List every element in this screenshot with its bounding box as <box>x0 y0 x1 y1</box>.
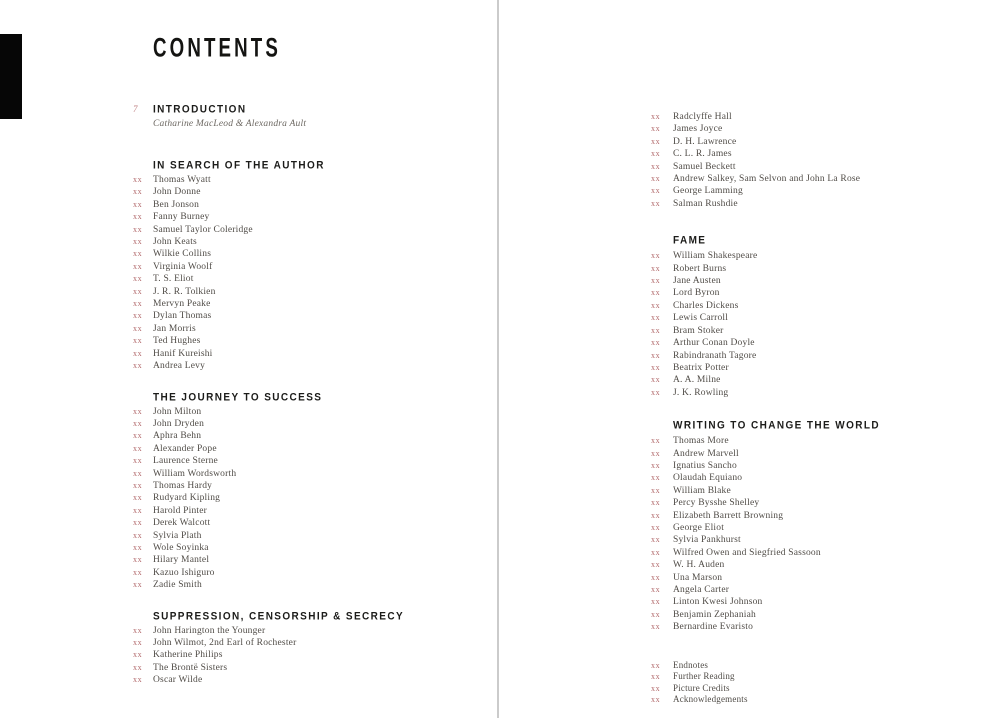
toc-entry <box>133 674 493 686</box>
toc-entry <box>651 362 991 374</box>
entry-page-number: xx <box>133 212 143 222</box>
entry-title: William Shakespeare <box>673 251 758 262</box>
entry-page-number: xx <box>651 622 661 632</box>
toc-entry <box>133 406 493 418</box>
toc-list <box>133 174 493 373</box>
entry-title: Thomas Wyatt <box>153 175 211 185</box>
toc-entry <box>651 559 991 571</box>
entry-page-number: xx <box>651 498 661 508</box>
toc-entry <box>651 621 991 633</box>
toc-entry <box>651 148 991 160</box>
entry-page-number: xx <box>133 580 143 590</box>
entry-page-number: xx <box>651 350 661 360</box>
entry-page-number: xx <box>651 136 661 146</box>
page-gutter-divider <box>497 0 499 718</box>
entry-title: Lewis Carroll <box>673 313 729 324</box>
entry-page-number: xx <box>651 313 661 323</box>
toc-entry <box>133 286 493 298</box>
toc-entry <box>133 261 493 273</box>
entry-title: Zadie Smith <box>153 580 202 591</box>
section-backmatter <box>651 660 991 706</box>
entry-page-number: xx <box>133 542 143 552</box>
entry-title: Further Reading <box>673 671 735 682</box>
toc-entry <box>651 694 991 706</box>
toc-entry <box>133 530 493 542</box>
toc-entry <box>133 174 493 186</box>
entry-title: Katherine Philips <box>153 650 223 661</box>
entry-page-number: xx <box>133 468 143 478</box>
entry-title: Wilkie Collins <box>153 249 212 260</box>
entry-title: Wole Soyinka <box>153 542 209 553</box>
entry-page-number: xx <box>651 473 661 483</box>
entry-title: Thomas More <box>673 436 729 447</box>
entry-page-number: xx <box>133 530 143 540</box>
entry-title: Hanif Kureishi <box>153 348 213 359</box>
entry-page-number: xx <box>133 336 143 346</box>
toc-list <box>651 435 991 634</box>
toc-entry <box>133 418 493 430</box>
entry-page-number: xx <box>133 274 143 284</box>
entry-page-number: xx <box>133 323 143 333</box>
entry-title: John Milton <box>153 406 202 417</box>
toc-entry <box>651 572 991 584</box>
toc-entry <box>133 505 493 517</box>
entry-title: John Keats <box>153 237 197 248</box>
toc-entry <box>651 325 991 337</box>
entry-title: Alexander Pope <box>153 443 217 454</box>
entry-page-number: xx <box>651 597 661 607</box>
entry-title: Derek Walcott <box>153 518 211 529</box>
section-in-search-of-the-author <box>133 160 493 373</box>
entry-title: Rudyard Kipling <box>153 493 221 504</box>
section-suppression-censorship-secrecy <box>133 611 493 687</box>
entry-page-number: xx <box>651 161 661 171</box>
entry-page-number: xx <box>651 660 661 670</box>
entry-title: T. S. Eliot <box>153 274 194 285</box>
entry-title: J. R. R. Tolkien <box>153 286 216 297</box>
entry-page-number: xx <box>651 522 661 532</box>
entry-title: Sylvia Pankhurst <box>673 535 741 546</box>
entry-page-number: xx <box>651 325 661 335</box>
toc-entry <box>651 671 991 683</box>
toc-entry <box>651 275 991 287</box>
entry-title: Beatrix Potter <box>673 362 729 373</box>
entry-title: Ignatius Sancho <box>673 460 737 471</box>
entry-page-number: xx <box>651 485 661 495</box>
left-page-column <box>133 104 493 687</box>
toc-entry <box>133 649 493 661</box>
entry-page-number: xx <box>651 186 661 196</box>
toc-list <box>651 250 991 399</box>
toc-entry <box>133 443 493 455</box>
entry-title: Benjamin Zephaniah <box>673 609 757 620</box>
section-heading: FAME <box>673 235 707 248</box>
entry-title: Oscar Wilde <box>153 675 203 686</box>
entry-title: Una Marson <box>673 572 723 583</box>
entry-title: Hilary Mantel <box>153 555 210 566</box>
entry-page-number: xx <box>133 237 143 247</box>
entry-title: A. A. Milne <box>673 375 721 386</box>
entry-page-number: xx <box>651 375 661 385</box>
entry-title: Arthur Conan Doyle <box>673 338 755 349</box>
toc-entry <box>651 300 991 312</box>
entry-page-number: xx <box>651 149 661 159</box>
entry-page-number: xx <box>651 288 661 298</box>
entry-page-number: xx <box>651 609 661 619</box>
toc-entry <box>651 263 991 275</box>
entry-title: W. H. Auden <box>673 560 725 571</box>
entry-title: Laurence Sterne <box>153 456 218 467</box>
right-page-column <box>651 111 991 706</box>
entry-title: Samuel Taylor Coleridge <box>153 224 253 235</box>
entry-title: Olaudah Equiano <box>673 473 743 484</box>
toc-entry <box>651 534 991 546</box>
entry-title: John Wilmot, 2nd Earl of Rochester <box>153 638 297 648</box>
toc-entry <box>133 186 493 198</box>
section-heading: THE JOURNEY TO SUCCESS <box>153 391 323 404</box>
entry-title: Rabindranath Tagore <box>673 350 757 361</box>
toc-entry <box>651 198 991 210</box>
toc-entry <box>651 448 991 460</box>
entry-page-number: xx <box>651 263 661 273</box>
intro-heading: INTRODUCTION <box>153 104 247 116</box>
entry-title: Wilfred Owen and Siegfried Sassoon <box>673 547 821 558</box>
entry-title: Angela Carter <box>673 585 730 595</box>
toc-entry <box>651 111 991 123</box>
toc-entry <box>133 335 493 347</box>
toc-entry <box>133 199 493 211</box>
toc-list <box>651 660 991 706</box>
toc-entry <box>133 567 493 579</box>
entry-page-number: xx <box>651 436 661 446</box>
entry-title: Dylan Thomas <box>153 311 212 322</box>
entry-title: Robert Burns <box>673 263 727 274</box>
entry-page-number: xx <box>651 251 661 261</box>
toc-entry <box>651 435 991 447</box>
toc-entry <box>133 542 493 554</box>
section-the-journey-to-success <box>133 392 493 592</box>
entry-page-number: xx <box>133 431 143 441</box>
entry-page-number: xx <box>133 493 143 503</box>
entry-title: Salman Rushdie <box>673 198 738 209</box>
entry-title: Endnotes <box>673 659 709 670</box>
entry-title: The Brontë Sisters <box>153 662 228 673</box>
toc-entry <box>133 211 493 223</box>
entry-page-number: xx <box>133 299 143 309</box>
entry-page-number: xx <box>133 224 143 234</box>
entry-title: Kazuo Ishiguro <box>153 567 215 578</box>
entry-page-number: xx <box>651 672 661 682</box>
entry-title: Bram Stoker <box>673 325 724 336</box>
entry-page-number: xx <box>651 276 661 286</box>
toc-entry <box>651 584 991 596</box>
toc-entry <box>133 273 493 285</box>
toc-entry <box>133 360 493 372</box>
intro-byline: Catharine MacLeod & Alexandra Ault <box>153 119 307 129</box>
toc-entry <box>133 662 493 674</box>
entry-title: George Lamming <box>673 186 743 197</box>
entry-title: Samuel Beckett <box>673 161 736 172</box>
entry-title: Mervyn Peake <box>153 299 211 310</box>
toc-entry <box>651 287 991 299</box>
toc-entry <box>133 492 493 504</box>
entry-title: Percy Bysshe Shelley <box>673 498 760 509</box>
entry-title: D. H. Lawrence <box>673 136 737 147</box>
toc-entry <box>651 683 991 695</box>
entry-page-number: xx <box>133 286 143 296</box>
entry-page-number: xx <box>133 567 143 577</box>
entry-title: Sylvia Plath <box>153 530 202 541</box>
entry-page-number: xx <box>651 535 661 545</box>
entry-page-number: xx <box>133 555 143 565</box>
entry-title: George Eliot <box>673 522 725 533</box>
entry-title: Andrew Salkey, Sam Selvon and John La Rose <box>673 174 861 185</box>
entry-page-number: xx <box>133 662 143 672</box>
toc-entry <box>651 123 991 135</box>
toc-entry <box>133 430 493 442</box>
entry-page-number: xx <box>651 174 661 184</box>
entry-title: Fanny Burney <box>153 212 210 223</box>
toc-entry <box>651 596 991 608</box>
entry-title: James Joyce <box>673 124 723 135</box>
toc-entry <box>651 472 991 484</box>
page-title: CONTENTS <box>153 33 281 64</box>
toc-entry <box>651 497 991 509</box>
toc-entry <box>651 350 991 362</box>
section-heading: IN SEARCH OF THE AUTHOR <box>153 160 325 172</box>
entry-title: Harold Pinter <box>153 505 208 516</box>
entry-title: Ted Hughes <box>153 336 201 347</box>
section-heading: WRITING TO CHANGE THE WORLD <box>673 420 881 433</box>
toc-entry <box>133 224 493 236</box>
toc-entry <box>133 579 493 591</box>
entry-title: Acknowledgements <box>673 694 748 705</box>
entry-title: C. L. R. James <box>673 149 732 160</box>
entry-page-number: xx <box>651 460 661 470</box>
section-fame <box>651 235 991 399</box>
entry-page-number: xx <box>651 300 661 310</box>
toc-entry <box>133 310 493 322</box>
entry-page-number: xx <box>133 175 143 184</box>
entry-title: J. K. Rowling <box>673 387 729 398</box>
toc-entry <box>651 510 991 522</box>
entry-title: Andrew Marvell <box>673 448 739 459</box>
entry-page-number: xx <box>133 199 143 209</box>
toc-entry <box>651 185 991 197</box>
entry-title: Thomas Hardy <box>153 480 213 491</box>
intro-page-number: 7 <box>133 104 138 114</box>
toc-entry <box>133 554 493 566</box>
entry-page-number: xx <box>651 585 661 594</box>
entry-page-number: xx <box>651 338 661 348</box>
entry-page-number: xx <box>133 348 143 358</box>
entry-page-number: xx <box>133 675 143 685</box>
toc-entry <box>133 348 493 360</box>
entry-page-number: xx <box>651 572 661 582</box>
toc-entry <box>133 323 493 335</box>
entry-page-number: xx <box>133 638 143 647</box>
entry-title: Jane Austen <box>673 276 721 287</box>
entry-page-number: xx <box>651 695 661 705</box>
introduction-block <box>133 104 493 129</box>
toc-entry <box>651 374 991 386</box>
toc-entry <box>651 460 991 472</box>
entry-page-number: xx <box>651 448 661 458</box>
section-writing-to-change-the-world <box>651 420 991 634</box>
toc-entry <box>133 637 493 649</box>
toc-entry <box>133 625 493 637</box>
entry-page-number: xx <box>133 650 143 660</box>
toc-entry <box>133 468 493 480</box>
entry-page-number: xx <box>133 505 143 515</box>
toc-entry <box>133 517 493 529</box>
toc-entry <box>651 547 991 559</box>
entry-title: Elizabeth Barrett Browning <box>673 510 784 521</box>
entry-page-number: xx <box>133 361 143 371</box>
entry-page-number: xx <box>133 418 143 428</box>
toc-entry <box>651 522 991 534</box>
entry-title: Virginia Woolf <box>153 261 213 272</box>
entry-page-number: xx <box>133 518 143 528</box>
toc-entry <box>651 161 991 173</box>
entry-page-number: xx <box>651 510 661 520</box>
entry-title: John Harington the Younger <box>153 625 266 636</box>
toc-list <box>651 111 991 210</box>
entry-page-number: xx <box>133 261 143 271</box>
entry-page-number: xx <box>133 443 143 453</box>
toc-entry <box>651 173 991 185</box>
entry-title: Andrea Levy <box>153 361 206 372</box>
toc-entry <box>651 660 991 672</box>
entry-title: Aphra Behn <box>153 431 202 442</box>
toc-list <box>133 625 493 687</box>
toc-entry <box>651 136 991 148</box>
entry-title: John Donne <box>153 187 201 198</box>
entry-title: William Wordsworth <box>153 468 237 479</box>
entry-page-number: xx <box>133 480 143 490</box>
section-suppression-continued <box>651 111 991 210</box>
entry-page-number: xx <box>133 249 143 259</box>
entry-page-number: xx <box>133 311 143 321</box>
toc-entry <box>133 298 493 310</box>
toc-entry <box>651 485 991 497</box>
entry-page-number: xx <box>133 187 143 197</box>
entry-page-number: xx <box>651 387 661 397</box>
toc-entry <box>651 609 991 621</box>
toc-entry <box>133 248 493 260</box>
section-heading: SUPPRESSION, CENSORSHIP & SECRECY <box>153 610 405 623</box>
entry-title: John Dryden <box>153 418 205 429</box>
entry-title: Picture Credits <box>673 682 730 693</box>
entry-title: William Blake <box>673 485 731 496</box>
toc-list <box>133 406 493 592</box>
entry-page-number: xx <box>651 362 661 372</box>
toc-entry <box>651 387 991 399</box>
toc-entry <box>651 250 991 262</box>
entry-page-number: xx <box>133 456 143 466</box>
entry-title: Linton Kwesi Johnson <box>673 597 763 608</box>
spine-tab <box>0 34 22 119</box>
entry-page-number: xx <box>651 683 661 693</box>
entry-title: Radclyffe Hall <box>673 112 732 122</box>
toc-entry <box>651 312 991 324</box>
entry-title: Charles Dickens <box>673 300 739 311</box>
toc-entry <box>133 455 493 467</box>
entry-page-number: xx <box>651 547 661 557</box>
toc-entry <box>133 236 493 248</box>
entry-page-number: xx <box>133 406 143 416</box>
entry-title: Bernardine Evaristo <box>673 622 754 633</box>
entry-page-number: xx <box>133 625 143 635</box>
toc-entry <box>133 480 493 492</box>
entry-page-number: xx <box>651 198 661 208</box>
entry-page-number: xx <box>651 112 661 121</box>
entry-title: Jan Morris <box>153 323 196 334</box>
entry-title: Ben Jonson <box>153 199 200 210</box>
entry-page-number: xx <box>651 124 661 134</box>
entry-title: Lord Byron <box>673 288 720 299</box>
entry-page-number: xx <box>651 560 661 570</box>
toc-entry <box>651 337 991 349</box>
